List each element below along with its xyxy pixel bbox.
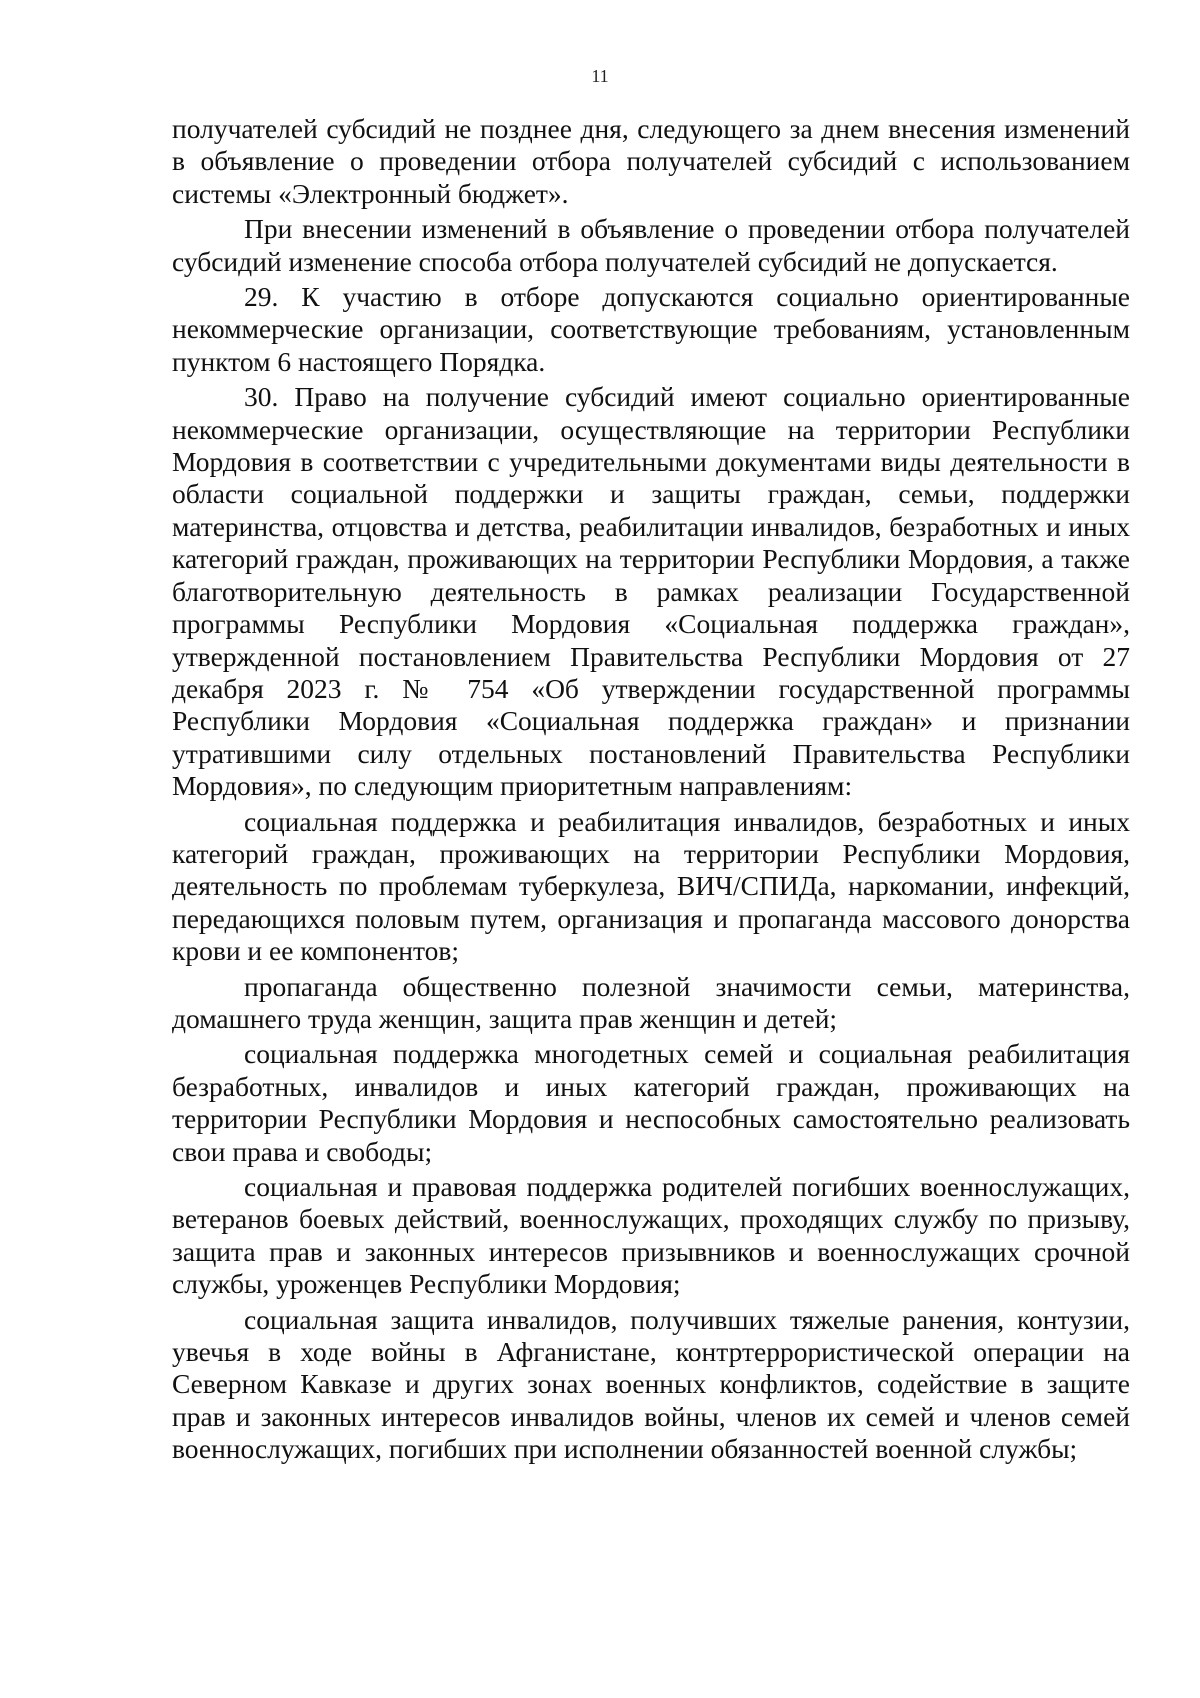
priority-direction-item: социальная поддержка многодетных семей и социальная реабилитация безработных, инвалидов и иных категорий граждан, проживающих на территории Республики Мордовия и неспособных самостоятельно реализовать свои права и свободы; xyxy=(172,1038,1130,1167)
paragraph-continuation: получателей субсидий не позднее дня, следующего за днем внесения изменений в объявление о проведении отбора получателей субсидий с использованием системы «Электронный бюджет». xyxy=(172,113,1130,209)
priority-direction-item: социальная поддержка и реабилитация инвалидов, безработных и иных категорий граждан, проживающих на территории Республики Мордовия, деятельность по проблемам туберкулеза, ВИЧ/СПИДа, наркомании, инфекций, передающихся половым путем, организация и пропаганда массового донорства крови и ее компонентов; xyxy=(172,805,1130,967)
priority-direction-item: пропаганда общественно полезной значимости семьи, материнства, домашнего труда женщин, защита прав женщин и детей; xyxy=(172,970,1130,1034)
paragraph-30: 30. Право на получение субсидий имеют социально ориентированные некоммерческие организации, осуществляющие на территории Республики Мордовия в соответствии с учредительными документами виды деятельности в области социальной поддержки и защиты граждан, семьи, поддержки материнства, отцовства и детства, реабилитации инвалидов, безработных и иных категорий граждан, проживающих на территории Республики Мордовия, а также благотворительную деятельность в рамках реализации Государственной программы Республики Мордовия «Социальная поддержка граждан», утвержденной постановлением Правительства Республики Мордовия от 27 декабря 2023 г. № 754 «Об утверждении государственной программы Республики Мордовия «Социальная поддержка граждан» и признании утратившими силу отдельных постановлений Правительства Республики Мордовия», по следующим приоритетным направлениям: xyxy=(172,381,1130,802)
page-number: 11 xyxy=(591,66,609,86)
document-body xyxy=(172,113,1130,1469)
priority-direction-item: социальная и правовая поддержка родителей погибших военнослужащих, ветеранов боевых действий, военнослужащих, проходящих службу по призыву, защита прав и законных интересов призывников и военнослужащих срочной службы, уроженцев Республики Мордовия; xyxy=(172,1171,1130,1300)
paragraph-amendment-restriction: При внесении изменений в объявление о проведении отбора получателей субсидий изменение способа отбора получателей субсидий не допускается. xyxy=(172,213,1130,277)
paragraph-29: 29. К участию в отборе допускаются социально ориентированные некоммерческие организации, соответствующие требованиям, установленным пунктом 6 настоящего Порядка. xyxy=(172,281,1130,377)
priority-direction-item: социальная защита инвалидов, получивших тяжелые ранения, контузии, увечья в ходе войны в Афганистане, контртеррористической операции на Северном Кавказе и других зонах военных конфликтов, содействие в защите прав и законных интересов инвалидов войны, членов их семей и членов семей военнослужащих, погибших при исполнении обязанностей военной службы; xyxy=(172,1303,1130,1465)
